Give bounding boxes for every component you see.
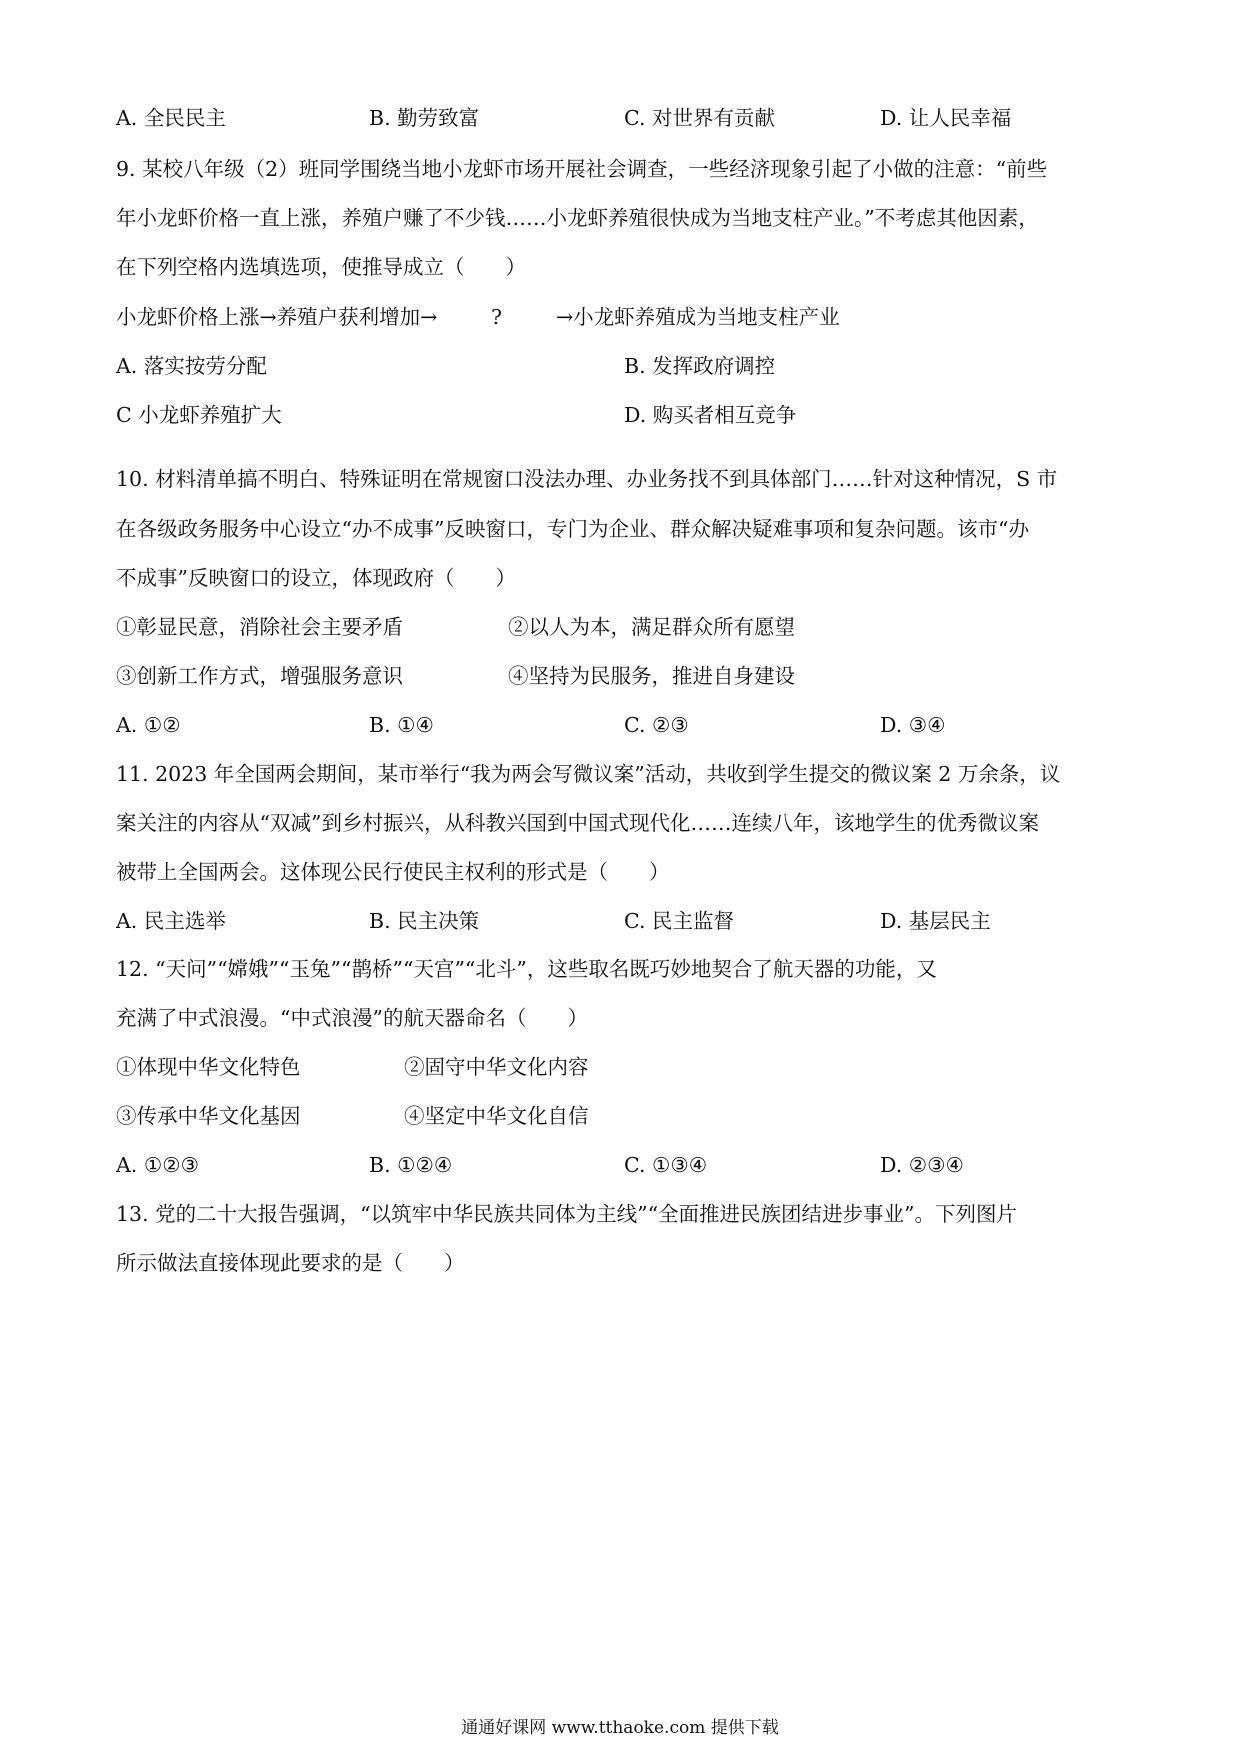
q10-stem-line-1: 10. 材料清单搞不明白、特殊证明在常规窗口没法办理、办业务找不到具体部门……针对这种情况，S 市 — [116, 467, 1058, 491]
q8-option-d: D. 让人民幸福 — [880, 106, 1012, 130]
q9-stem-line-3: 在下列空格内选填选项，使推导成立（ ） — [116, 255, 526, 279]
q9-option-b: B. 发挥政府调控 — [624, 354, 776, 378]
q9-chain-end: →小龙虾养殖成为当地支柱产业 — [556, 305, 840, 329]
q10-stem-line-2: 在各级政务服务中心设立“办不成事”反映窗口，专门为企业、群众解决疑难事项和复杂问题。该市“办 — [116, 517, 1029, 541]
q13-stem-line-2: 所示做法直接体现此要求的是（ ） — [116, 1251, 465, 1275]
q9-option-c: C 小龙虾养殖扩大 — [116, 403, 282, 427]
q9-option-d: D. 购买者相互竞争 — [624, 403, 797, 427]
q11-option-a: A. 民主选举 — [116, 909, 226, 933]
q12-statement-1: ①体现中华文化特色 — [116, 1055, 301, 1079]
q10-option-a: A. ①② — [116, 713, 181, 737]
q9-chain-start: 小龙虾价格上涨→养殖户获利增加→ — [116, 305, 438, 329]
q10-option-b: B. ①④ — [369, 713, 434, 737]
q11-option-d: D. 基层民主 — [880, 909, 991, 933]
q9-stem-line-2: 年小龙虾价格一直上涨，养殖户赚了不少钱……小龙虾养殖很快成为当地支柱产业。”不考虑其他因素， — [116, 206, 1039, 230]
q9-chain-blank: ? — [491, 305, 502, 329]
q11-stem-line-3: 被带上全国两会。这体现公民行使民主权利的形式是（ ） — [116, 860, 670, 884]
q10-statement-4: ④坚持为民服务，推进自身建设 — [508, 664, 795, 688]
q11-option-b: B. 民主决策 — [369, 909, 480, 933]
q12-stem-line-2: 充满了中式浪漫。“中式浪漫”的航天器命名（ ） — [116, 1006, 588, 1030]
q12-statement-2: ②固守中华文化内容 — [404, 1055, 589, 1079]
q12-option-c: C. ①③④ — [624, 1153, 708, 1177]
q11-stem-line-1: 11. 2023 年全国两会期间，某市举行“我为两会写微议案”活动，共收到学生提交的微议案 2 万余条，议 — [116, 762, 1061, 786]
page-footer: 通通好课网 www.tthaoke.com 提供下载 — [461, 1718, 779, 1738]
q10-option-c: C. ②③ — [624, 713, 689, 737]
q10-statement-2: ②以人为本，满足群众所有愿望 — [508, 615, 795, 639]
q8-option-c: C. 对世界有贡献 — [624, 106, 775, 130]
q11-stem-line-2: 案关注的内容从“双减”到乡村振兴，从科教兴国到中国式现代化……连续八年，该地学生的优秀微议案 — [116, 811, 1039, 835]
q12-option-b: B. ①②④ — [369, 1153, 453, 1177]
q12-option-d: D. ②③④ — [880, 1153, 964, 1177]
q10-option-d: D. ③④ — [880, 713, 946, 737]
q9-option-a: A. 落实按劳分配 — [116, 354, 267, 378]
q10-statement-3: ③创新工作方式，增强服务意识 — [116, 664, 403, 688]
q11-option-c: C. 民主监督 — [624, 909, 734, 933]
q10-stem-line-3: 不成事”反映窗口的设立，体现政府（ ） — [116, 566, 516, 590]
q13-stem-line-1: 13. 党的二十大报告强调，“以筑牢中华民族共同体为主线”“全面推进民族团结进步事业”。下列图片 — [116, 1202, 1018, 1226]
q12-statement-4: ④坚定中华文化自信 — [404, 1104, 589, 1128]
q8-option-b: B. 勤劳致富 — [369, 106, 480, 130]
q12-statement-3: ③传承中华文化基因 — [116, 1104, 301, 1128]
q10-statement-1: ①彰显民意，消除社会主要矛盾 — [116, 615, 403, 639]
q12-option-a: A. ①②③ — [116, 1153, 199, 1177]
q8-option-a: A. 全民民主 — [116, 106, 226, 130]
q9-stem-line-1: 9. 某校八年级（2）班同学围绕当地小龙虾市场开展社会调查，一些经济现象引起了小做的注意：“前些 — [116, 157, 1048, 181]
q12-stem-line-1: 12. “天问”“嫦娥”“玉兔”“鹊桥”“天宫”“北斗”，这些取名既巧妙地契合了航天器的功能，又 — [116, 957, 937, 981]
